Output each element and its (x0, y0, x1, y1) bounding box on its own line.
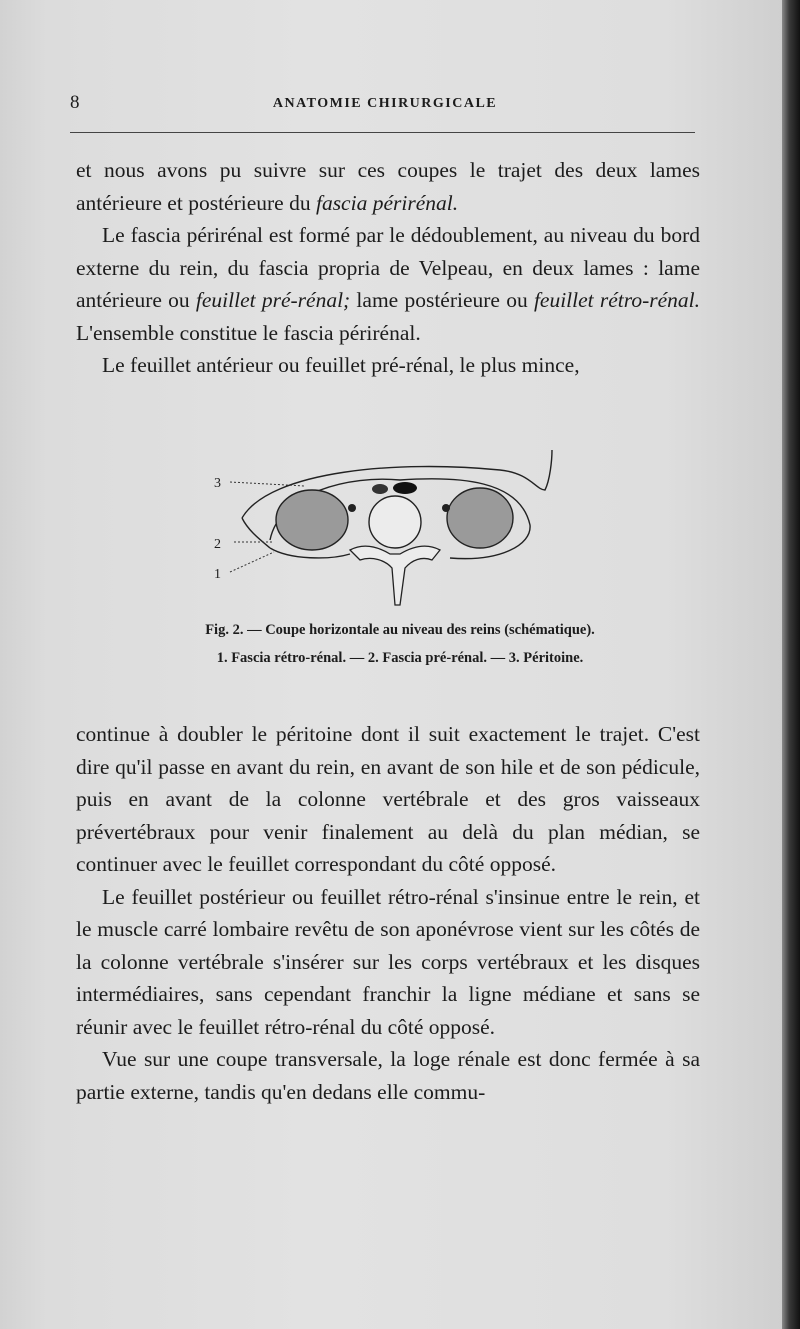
italic-term: feuillet rétro-rénal. (533, 288, 700, 312)
paragraph (76, 718, 700, 881)
text-run: Vue sur une coupe transversale, la loge rénale est donc fermée à sa partie externe, tandis qu'en dedans elle commu- (76, 1047, 700, 1104)
vertebral-arch (350, 546, 440, 605)
page-header (70, 92, 700, 116)
text-run: L'ensemble constitue le fascia périrénal. (76, 320, 421, 345)
text-run: et nous avons pu suivre sur ces coupes le trajet des deux lames antérieure et postérieure du (76, 158, 700, 215)
vessel-left (348, 504, 356, 512)
text-block-top (76, 154, 700, 382)
figure-label-2: 2 (214, 537, 221, 552)
figure-label-3: 3 (214, 476, 221, 491)
text-run: Le feuillet antérieur ou feuillet pré-rénal, le plus mince, (102, 353, 580, 377)
paragraph (76, 349, 700, 382)
paragraph (76, 881, 700, 1044)
right-kidney (447, 488, 513, 548)
text-run: Le feuillet postérieur ou feuillet rétro-rénal s'insinue entre le rein, et le muscle carré lombaire revêtu de son aponévrose vient sur les côtés de la colonne vertébrale s'insérer sur les corps vertébraux et les disques intermédiaires, sans cependant franchir la ligne médiane et sans se réunir avec le feuillet rétro-rénal du côté opposé. (76, 884, 700, 1039)
aorta (393, 482, 417, 494)
figure-kidney-section (200, 430, 600, 620)
page-edge-shadow (782, 0, 800, 1329)
vessel-right (442, 504, 450, 512)
page-number: 8 (70, 92, 80, 113)
paragraph (76, 154, 700, 219)
vena-cava (372, 484, 388, 494)
text-block-bottom (76, 718, 700, 1108)
figure-caption-legend: 1. Fascia rétro-rénal. — 2. Fascia pré-rénal. — 3. Péritoine. (216, 650, 584, 666)
left-kidney (276, 490, 348, 550)
figure-caption-title: Fig. 2. — Coupe horizontale au niveau des reins (schématique). (205, 622, 595, 638)
vertebral-body (369, 496, 421, 548)
italic-term: feuillet pré-rénal; (195, 288, 351, 312)
paragraph (76, 1043, 700, 1108)
header-rule (70, 132, 695, 133)
text-run: lame postérieure ou (350, 288, 534, 312)
text-run: continue à doubler le péritoine dont il suit exactement le trajet. C'est dire qu'il passe en avant du rein, en avant de son hile et de son pédicule, puis en avant de la colonne vertébrale et des gros vaisseaux prévertébraux pour venir finalement au delà du plan médian, se continuer avec le feuillet correspondant du côté opposé. (76, 722, 700, 876)
italic-term: fascia périrénal. (315, 190, 459, 215)
paragraph (76, 219, 700, 349)
peritoneum-left-limb (242, 518, 270, 548)
running-head: ANATOMIE CHIRURGICALE (272, 96, 498, 111)
figure-label-1: 1 (214, 567, 221, 582)
text-run: Le fascia périrénal est formé par le dédoublement, au niveau du bord externe du rein, du fascia propria de Velpeau, en deux lames : lame antérieure ou (76, 223, 700, 312)
